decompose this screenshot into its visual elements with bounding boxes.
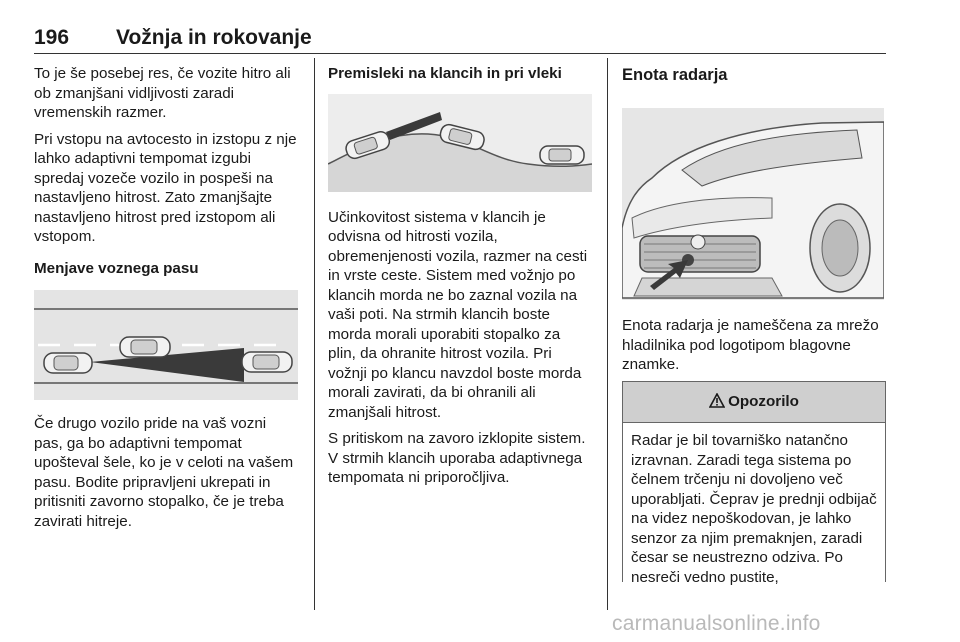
lane-change-paragraph: Če drugo vozilo pride na vaš vozni pas, ga bo adaptivni tempomat upošteval šele, ko je v celoti na vašem pasu. Bodite pripravljeni ukrepati in pritisniti zavorno stopalko, če je treba zavirati hitreje. [34,415,294,530]
lane-change-drawing [34,290,298,400]
warning-body [623,423,885,587]
intro-paragraph: To je še posebej res, če vozite hitro ali ob zmanjšani vidljivosti zaradi vremenskih razmer. [34,65,291,121]
warning-triangle-icon [709,384,725,424]
column-divider-2 [607,58,608,610]
lane-change-heading: Menjave voznega pasu [34,259,199,277]
hills-paragraph-2: S pritiskom na zavoro izklopite sistem. V strmih klancih uporaba adaptivnega tempomata ni priporočljiva. [328,430,586,486]
lane-change-illustration [34,290,298,400]
page-title: Vožnja in rokovanje [116,26,312,49]
hills-heading: Premisleki na klancih in pri vleki [328,65,562,82]
column-divider-1 [314,58,315,610]
radar-unit-paragraph: Enota radarja je nameščena za mrežo hladilnika pod logotipom blagovne znamke. [622,317,879,373]
header-rule [34,53,886,54]
warning-text: Radar je bil tovarniško natančno izravnan. Zaradi tega sistema po čelnem trčenju ni dovoljeno več uporabljati. Čeprav je prednji odbijač na videz nepoškodovan, je lahko senzor za njim premaknjen, zaradi česar se neustrezno odziva. Po nesreči vedno pustite, [631,432,877,586]
warning-box [622,381,886,586]
column-1 [34,64,298,538]
column-3 [622,64,886,382]
watermark: carmanualsonline.info [612,612,821,635]
page-number: 196 [34,26,70,49]
warning-header [623,382,885,423]
hills-drawing [328,94,592,192]
radar-unit-heading: Enota radarja [622,66,728,84]
page-header [34,22,886,52]
column-2 [328,64,592,495]
warning-title: Opozorilo [728,393,799,410]
radar-unit-illustration [622,108,884,300]
hills-illustration [328,94,592,192]
hills-paragraph-1: Učinkovitost sistema v klancih je odvisna od hitrosti vozila, obremenjenosti vozila, razmer na cesti in vrste ceste. Sistem med vožnjo po klancih morda ne bo zaznal vozila na vaši poti. Na strmih klancih boste morda morali uporabiti stopalko za plin, da ohranite hitrost vozila. Pri vožnji po klancu navzdol boste morda morali zavirati, da bi ohranili ali zmanjšali hitrost. [328,208,588,421]
motorway-paragraph: Pri vstopu na avtocesto in izstopu z nje lahko adaptivni tempomat izgubi spredaj vozeče vozilo in pospeši na nastavljeno hitrost. Zato zmanjšajte nastavljeno hitrost pred izstopom ali vstopom. [34,130,297,245]
car-front-drawing [622,108,884,300]
